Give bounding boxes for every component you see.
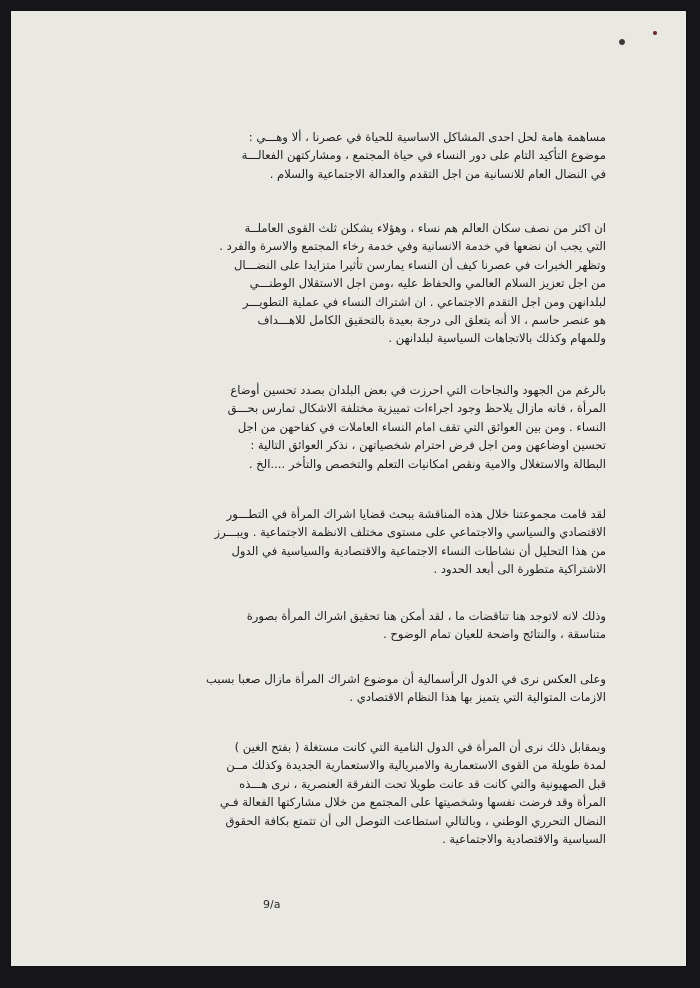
text-line: مساهمة هامة لحل احدى المشاكل الاساسية للحياة في عصرنا ، ألا وهـــي : [248, 130, 606, 144]
text-line: البطالة والاستغلال والامية ونقص امكانيات التعلم والتخصص والتأخر ....الخ . [248, 456, 606, 471]
text-line: النساء . ومن بين العوائق التي تقف امام النساء العاملات في كفاحهن من اجل [237, 419, 606, 434]
page-number: 9/a [263, 898, 281, 911]
punch-hole-mark [619, 39, 625, 45]
text-line: تحسين اوضاعهن ومن اجل فرض احترام شخصياتهن ، نذكر العوائق التالية : [250, 438, 606, 453]
text-line: في النضال العام للانسانية من اجل التقدم والعدالة الاجتماعية والسلام . [269, 166, 606, 181]
paragraph-3 [106, 381, 606, 473]
text-line: موضوع التأكيد التام على دور النساء في حياة المجتمع ، ومشاركتهن الفعالـــة [241, 148, 606, 163]
text-line: هو عنصر حاسم ، الا أنه يتعلق الى درجة بعيدة بالتحقيق الكامل للاهـــداف [257, 313, 606, 328]
text-line: وتظهر الخبرات في عصرنا كيف أن النساء يمارسن تأثيرا متزايدا على النضـــال [234, 257, 606, 272]
text-line: قبل الصهيونية والتي كانت قد عانت طويلا تحت التفرقة العنصرية ، نرى هـــذه [239, 776, 606, 791]
text-line: وللمهام وكذلك بالاتجاهات السياسية لبلدانهن . [388, 331, 606, 346]
paragraph-1 [106, 128, 606, 183]
text-line: بالرغم من الجهود والنجاحات التي احرزت في بعض البلدان بصدد تحسين أوضاع [230, 383, 606, 397]
text-line: وبمقابل ذلك نرى أن المرأة في الدول النامية التي كانت مستغلة ( بفتح الغين ) [234, 740, 606, 754]
text-line: السياسية والاقتصادية والاجتماعية . [442, 832, 606, 847]
text-line: ان اكثر من نصف سكان العالم هم نساء ، وهؤلاء يشكلن ثلث القوى العاملــة [244, 221, 606, 235]
text-line: لمدة طويلة من القوى الاستعمارية والامبريالية والاستعمارية الجديدة وكذلك مــن [226, 758, 606, 773]
red-ink-dot [653, 31, 657, 35]
paragraph-5 [106, 607, 606, 644]
text-line: لقد قامت مجموعتنا خلال هذه المناقشة ببحث قضايا اشراك المرأة في التطـــور [226, 507, 606, 521]
paragraph-7 [106, 738, 606, 848]
paragraph-2 [106, 219, 606, 348]
text-line: من اجل تعزيز السلام العالمي والحفاظ عليه ،ومن اجل الاستقلال الوطنـــي [249, 276, 606, 291]
text-line: التي يجب ان نضعها في خدمة الانسانية وفي خدمة رخاء المجتمع والاسرة والفرد . [219, 239, 606, 254]
text-line: الاقتصادي والسياسي والاجتماعي على مستوى مختلف الانظمة الاجتماعية . ويبـــرز [214, 525, 606, 540]
text-line: متناسقة ، والنتائج واضحة للعيان تمام الوضوح . [383, 627, 606, 642]
text-line: وذلك لانه لاتوجد هنا تناقضات ما ، لقد أمكن هنا تحقيق اشراك المرأة بصورة [246, 609, 606, 623]
text-line: من هذا التحليل أن نشاطات النساء الاجتماعية والاقتصادية والسياسية في الدول [231, 543, 606, 558]
text-line: وعلى العكس نرى في الدول الرأسمالية أن موضوع اشراك المرأة مازال صعبا بسبب [206, 672, 606, 686]
paragraph-4 [106, 505, 606, 579]
paragraph-6 [106, 670, 606, 707]
text-line: النضال التحرري الوطني ، وبالتالي استطاعت التوصل الى أن تتمتع بكافة الحقوق [225, 813, 606, 828]
text-line: لبلدانهن ومن اجل التقدم الاجتماعي . ان اشتراك النساء في عملية التطويـــر [242, 294, 606, 309]
text-line: المرأة ، فانه مازال يلاحظ وجود اجراءات تمييزية مختلفة الاشكال تمارس بحـــق [227, 401, 606, 416]
text-line: الازمات المتوالية التي يتميز بها هذا النظام الاقتصادي . [349, 690, 606, 705]
document-page [11, 11, 686, 966]
text-line: المرأة وقد فرضت نفسها وشخصيتها على المجتمع من خلال مشاركتها الفعالة فـي [219, 795, 606, 810]
text-line: الاشتراكية متطورة الى أبعد الحدود . [433, 562, 606, 577]
